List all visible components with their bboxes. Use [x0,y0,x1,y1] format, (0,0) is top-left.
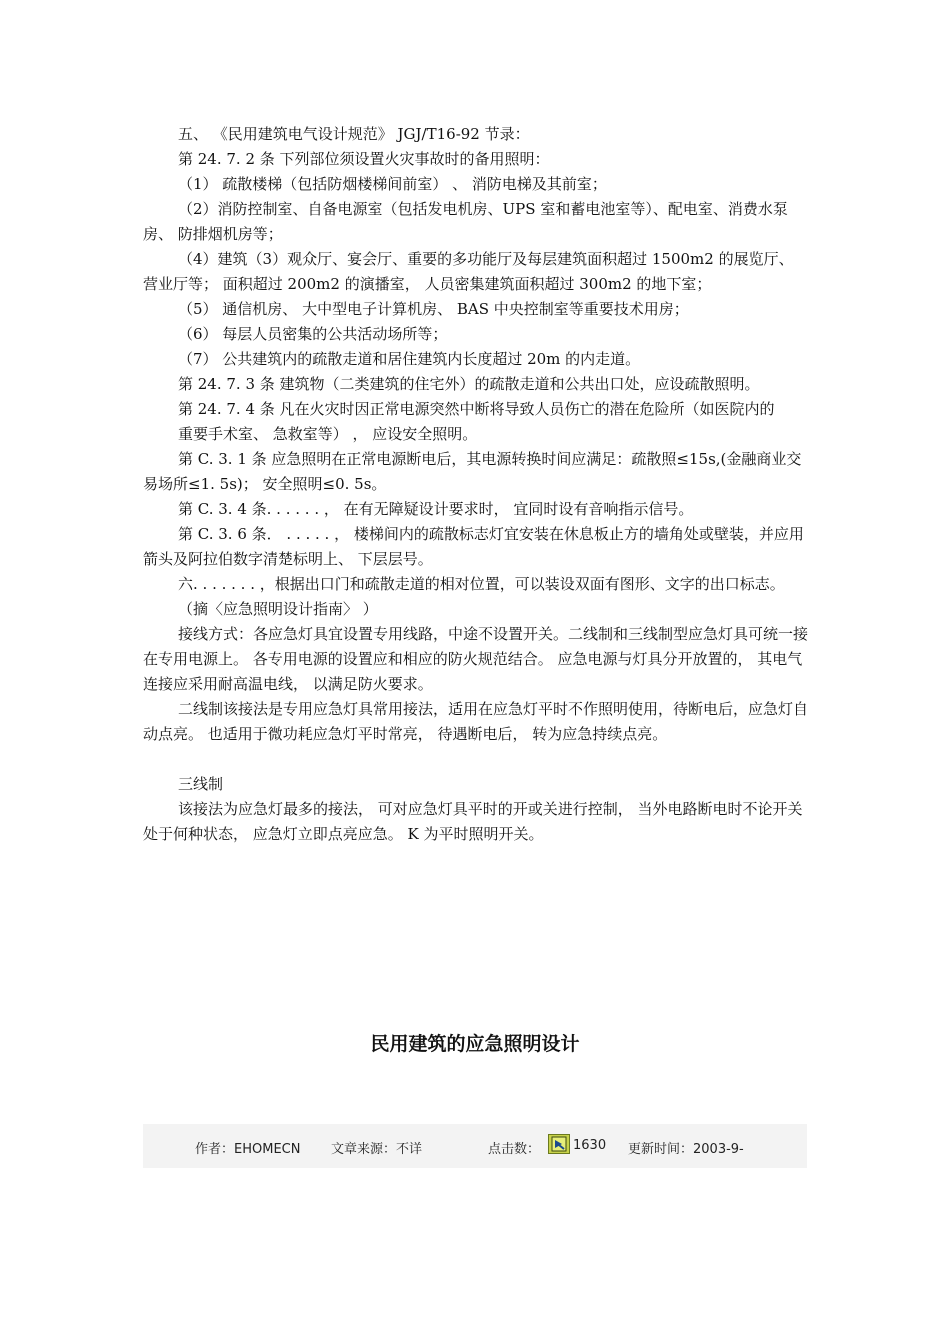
paragraph: （4）建筑（3）观众厅、宴会厅、重要的多功能厅及每层建筑面积超过 1500m2 的展览厅、 营业厅等； 面积超过 200m2 的演播室， 人员密集建筑面积超过 300m2 的地下室； [143,250,794,293]
hits-counter-icon [548,1134,570,1154]
source-label: 文章来源：不详 [331,1142,423,1157]
paragraph: 六. . . . . . . ，根据出口门和疏散走道的相对位置，可以装设双面有图形、文字的出口标志。 [178,575,785,593]
paragraph: 该接法为应急灯最多的接法， 可对应急灯具平时的开或关进行控制， 当外电路断电时不论开关处于何种状态， 应急灯立即点亮应急。 K 为平时照明开关。 [143,800,803,843]
article-title: 民用建筑的应急照明设计 [370,1033,580,1055]
paragraph: 第 24. 7. 3 条 建筑物（二类建筑的住宅外）的疏散走道和公共出口处，应设疏散照明。 [178,375,760,393]
paragraph: （2）消防控制室、自备电源室（包括发电机房、UPS 室和蓄电池室等）、配电室、消费水泵房、 防排烟机房等； [143,200,788,243]
paragraph: 第 C. 3. 6 条． . . . . . ， 楼梯间内的疏散标志灯宜安装在休息板止方的墙角处或壁装，并应用箭头及阿拉伯数字清楚标明上、 下层层号。 [143,525,804,568]
author-label: 作者：EHOMECN [195,1142,301,1157]
paragraph: 接线方式：各应急灯具宜设置专用线路，中途不设置开关。二线制和三线制型应急灯具可统一接在专用电源上。 各专用电源的设置应和相应的防火规范结合。 应急电源与灯具分开放置的， 其电气连接应采用耐高温电线， 以满足防火要求。 [143,625,809,693]
paragraph: 二线制该接法是专用应急灯具常用接法，适用在应急灯平时不作照明使用，待断电后，应急灯自动点亮。 也适用于微功耗应急灯平时常亮， 待遇断电后， 转为应急持续点亮。 [143,700,809,743]
hits-value: 1630 [573,1138,607,1153]
paragraph: （7） 公共建筑内的疏散走道和居住建筑内长度超过 20m 的内走道。 [178,350,641,368]
updated-label: 更新时间：2003-9- [628,1142,744,1157]
paragraph: （5） 通信机房、 大中型电子计算机房、 BAS 中央控制室等重要技术用房； [178,300,689,318]
paragraph: 三线制 [178,775,224,793]
paragraph: （摘〈应急照明设计指南〉 ） [178,600,378,618]
article-meta-bar [143,1124,807,1168]
paragraph: （6） 每层人员密集的公共活动场所等； [178,325,448,343]
paragraph: 五、 《民用建筑电气设计规范》 JGJ/T16-92 节录： [178,125,530,143]
blank-line [143,747,813,772]
paragraph: （1） 疏散楼梯（包括防烟楼梯间前室） 、 消防电梯及其前室； [178,175,607,193]
document-body [143,122,813,847]
paragraph: 第 24. 7. 2 条 下列部位须设置火灾事故时的备用照明： [178,150,550,168]
paragraph: 重要手术室、 急救室等） ， 应设安全照明。 [178,425,478,443]
paragraph: 第 24. 7. 4 条 凡在火灾时因正常电源突然中断将导致人员伤亡的潜在危险所（如医院内的 [178,400,775,418]
hits-label: 点击数： [488,1142,541,1157]
paragraph: 第 C. 3. 4 条. . . . . . ， 在有无障疑设计要求时， 宜同时设有音响指示信号。 [178,500,694,518]
paragraph: 第 C. 3. 1 条 应急照明在正常电源断电后，其电源转换时间应满足：疏散照≤15s,(金融商业交易场所≤1. 5s)； 安全照明≤0. 5s。 [143,450,802,493]
